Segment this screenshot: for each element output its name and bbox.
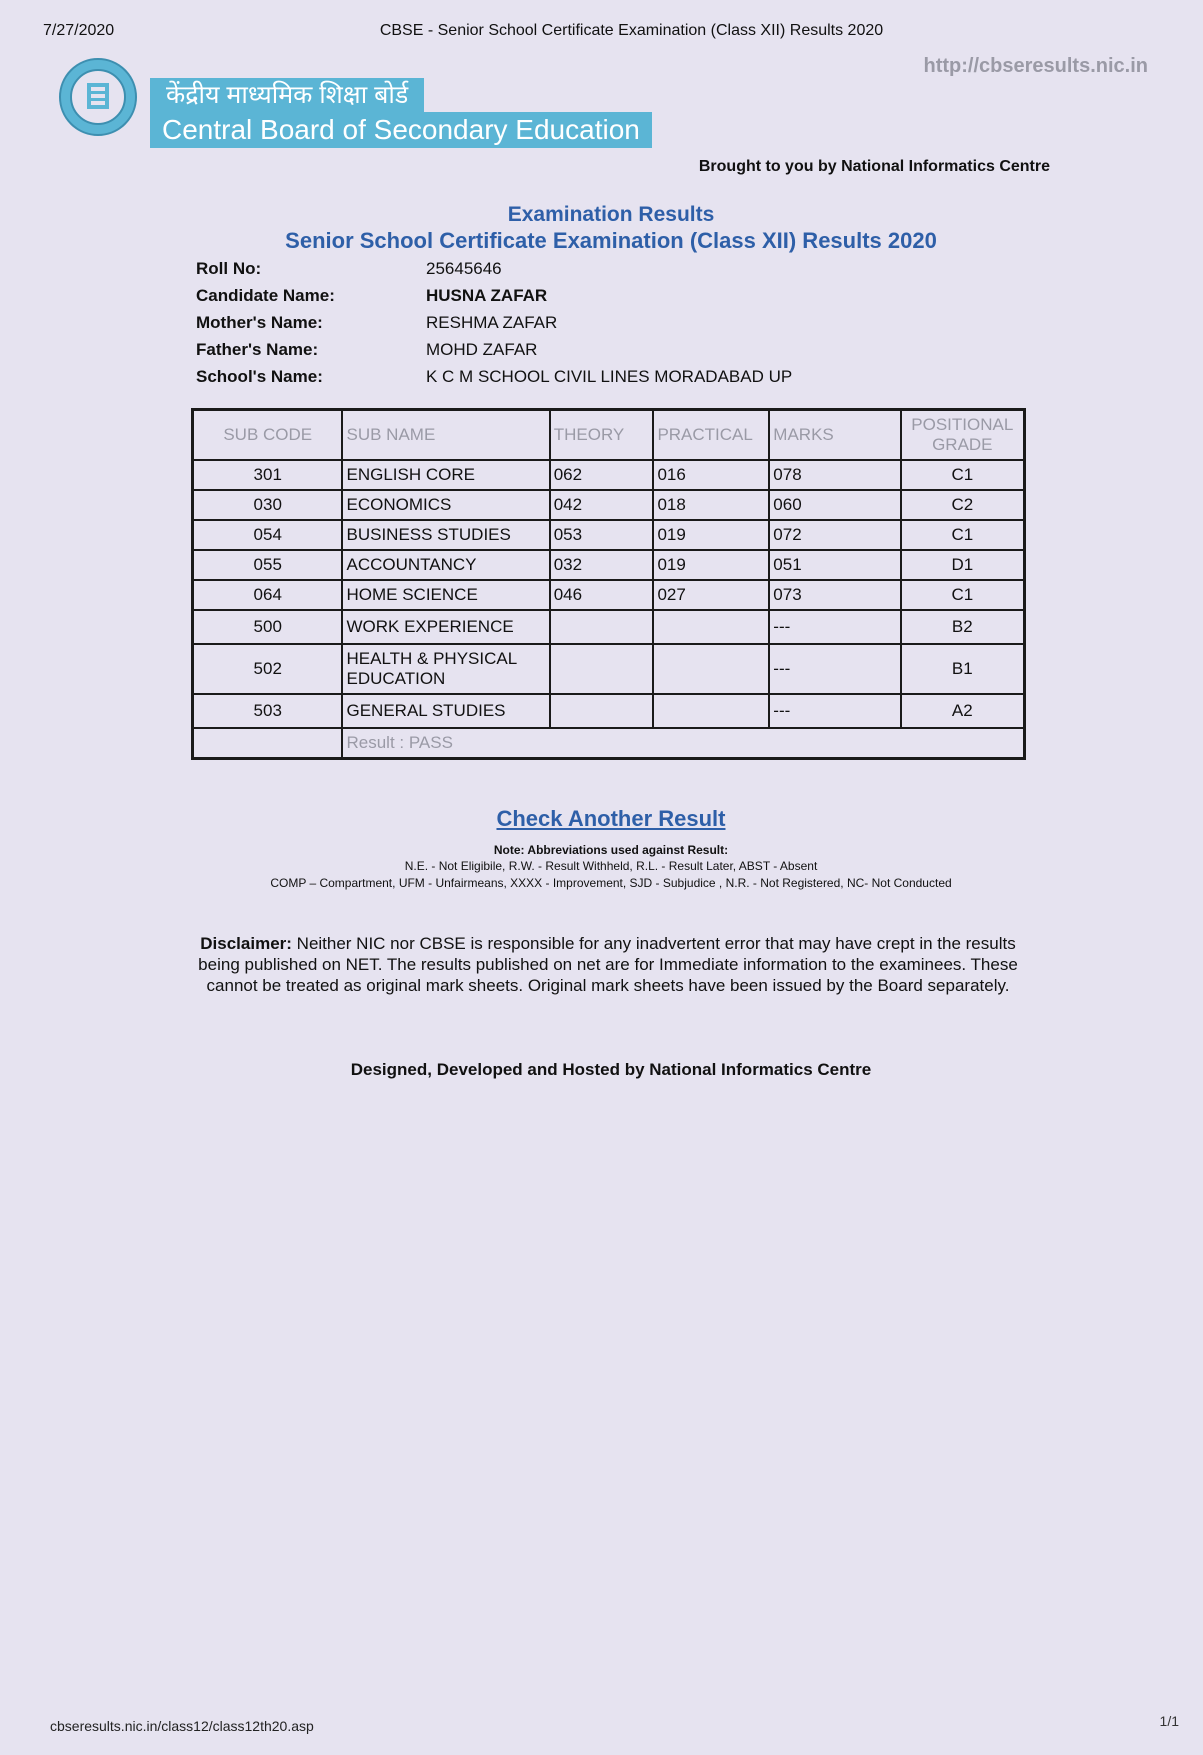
site-url: http://cbseresults.nic.in — [923, 55, 1148, 77]
practical-cell — [653, 694, 769, 728]
header-theory: THEORY — [550, 410, 654, 461]
father-name-value: MOHD ZAFAR — [426, 340, 538, 359]
table-header-row — [193, 410, 1025, 461]
print-date: 7/27/2020 — [43, 22, 115, 39]
table-row — [193, 490, 1025, 520]
table-row — [193, 460, 1025, 490]
marks-cell: 072 — [769, 520, 900, 550]
candidate-name-label: Candidate Name: — [196, 286, 335, 305]
result-row — [193, 728, 1025, 759]
candidate-name-value: HUSNA ZAFAR — [426, 286, 548, 305]
father-name-label: Father's Name: — [196, 340, 319, 359]
grade-cell: C2 — [901, 490, 1025, 520]
brought-by-text: Brought to you by National Informatics Centre — [698, 158, 1050, 175]
theory-cell: 046 — [550, 580, 654, 610]
practical-cell — [653, 644, 769, 694]
board-name-hindi: केंद्रीय माध्यमिक शिक्षा बोर्ड — [150, 78, 424, 112]
practical-cell — [653, 610, 769, 644]
print-title: CBSE - Senior School Certificate Examination (Class XII) Results 2020 — [379, 22, 884, 39]
sub-name-cell: ENGLISH CORE — [342, 460, 549, 490]
practical-cell: 016 — [653, 460, 769, 490]
disclaimer — [193, 933, 1023, 996]
marks-cell: 073 — [769, 580, 900, 610]
header-practical: PRACTICAL — [653, 410, 769, 461]
marks-cell: 060 — [769, 490, 900, 520]
roll-label: Roll No: — [196, 259, 262, 278]
grade-cell: A2 — [901, 694, 1025, 728]
board-name-english: Central Board of Secondary Education — [150, 112, 652, 148]
sub-code-cell: 500 — [193, 610, 343, 644]
disclaimer-label: Disclaimer: — [200, 934, 292, 953]
sub-name-cell: HOME SCIENCE — [342, 580, 549, 610]
theory-cell: 042 — [550, 490, 654, 520]
marks-cell: 078 — [769, 460, 900, 490]
sub-code-cell: 502 — [193, 644, 343, 694]
grade-cell: D1 — [901, 550, 1025, 580]
practical-cell: 018 — [653, 490, 769, 520]
sub-code-cell: 030 — [193, 490, 343, 520]
header-positional-grade: POSITIONAL GRADE — [901, 410, 1025, 461]
mother-name-label: Mother's Name: — [196, 313, 323, 332]
marks-cell: --- — [769, 610, 900, 644]
abbreviations-note-heading: Note: Abbreviations used against Result: — [493, 843, 729, 857]
sub-name-cell: GENERAL STUDIES — [342, 694, 549, 728]
mother-name-value: RESHMA ZAFAR — [426, 313, 558, 332]
practical-cell: 027 — [653, 580, 769, 610]
sub-name-cell: ECONOMICS — [342, 490, 549, 520]
table-row — [193, 694, 1025, 728]
exam-title: Senior School Certificate Examination (Class XII) Results 2020 — [285, 228, 937, 253]
header-sub-code: SUB CODE — [193, 410, 343, 461]
theory-cell — [550, 694, 654, 728]
sub-code-cell: 301 — [193, 460, 343, 490]
theory-cell: 053 — [550, 520, 654, 550]
grade-cell: C1 — [901, 580, 1025, 610]
abbreviations-line-2: COMP – Compartment, UFM - Unfairmeans, XXXX - Improvement, SJD - Subjudice , N.R. - Not Registered, NC- Not Conducted — [270, 876, 952, 890]
sub-code-cell: 064 — [193, 580, 343, 610]
grade-cell: B1 — [901, 644, 1025, 694]
sub-code-cell: 055 — [193, 550, 343, 580]
roll-value: 25645646 — [426, 259, 502, 278]
sub-name-cell: BUSINESS STUDIES — [342, 520, 549, 550]
abbreviations-line-1: N.E. - Not Eligibile, R.W. - Result Withheld, R.L. - Result Later, ABST - Absent — [404, 859, 818, 873]
cbse-emblem-icon — [58, 53, 138, 141]
page-number: 1/1 — [1159, 1713, 1179, 1729]
marks-table — [191, 408, 1026, 760]
grade-cell: B2 — [901, 610, 1025, 644]
header-marks: MARKS — [769, 410, 900, 461]
theory-cell — [550, 644, 654, 694]
practical-cell: 019 — [653, 520, 769, 550]
grade-cell: C1 — [901, 520, 1025, 550]
sub-name-cell: ACCOUNTANCY — [342, 550, 549, 580]
marks-cell: --- — [769, 694, 900, 728]
sub-name-cell: HEALTH & PHYSICAL EDUCATION — [342, 644, 549, 694]
sub-code-cell: 503 — [193, 694, 343, 728]
check-another-result-link[interactable]: Check Another Result — [496, 806, 726, 831]
marks-cell: 051 — [769, 550, 900, 580]
table-row — [193, 520, 1025, 550]
developed-by-text: Designed, Developed and Hosted by National Informatics Centre — [350, 1060, 872, 1079]
theory-cell: 032 — [550, 550, 654, 580]
theory-cell: 062 — [550, 460, 654, 490]
sub-code-cell: 054 — [193, 520, 343, 550]
school-name-label: School's Name: — [196, 367, 323, 386]
header-sub-name: SUB NAME — [342, 410, 549, 461]
marks-cell: --- — [769, 644, 900, 694]
page-url: cbseresults.nic.in/class12/class12th20.asp — [50, 1718, 314, 1734]
result-empty-cell — [193, 728, 343, 759]
table-row — [193, 644, 1025, 694]
practical-cell: 019 — [653, 550, 769, 580]
disclaimer-text: Neither NIC nor CBSE is responsible for any inadvertent error that may have crept in the results being published on NET. The results published on net are for Immediate information to the examinees. These cannot be treated as original mark sheets. Original mark sheets have been issued by the Board separately. — [198, 934, 1018, 995]
table-row — [193, 550, 1025, 580]
result-status: Result : PASS — [342, 728, 1024, 759]
results-title: Examination Results — [507, 203, 715, 226]
table-row — [193, 610, 1025, 644]
school-name-value: K C M SCHOOL CIVIL LINES MORADABAD UP — [426, 367, 793, 386]
table-row — [193, 580, 1025, 610]
grade-cell: C1 — [901, 460, 1025, 490]
sub-name-cell: WORK EXPERIENCE — [342, 610, 549, 644]
theory-cell — [550, 610, 654, 644]
